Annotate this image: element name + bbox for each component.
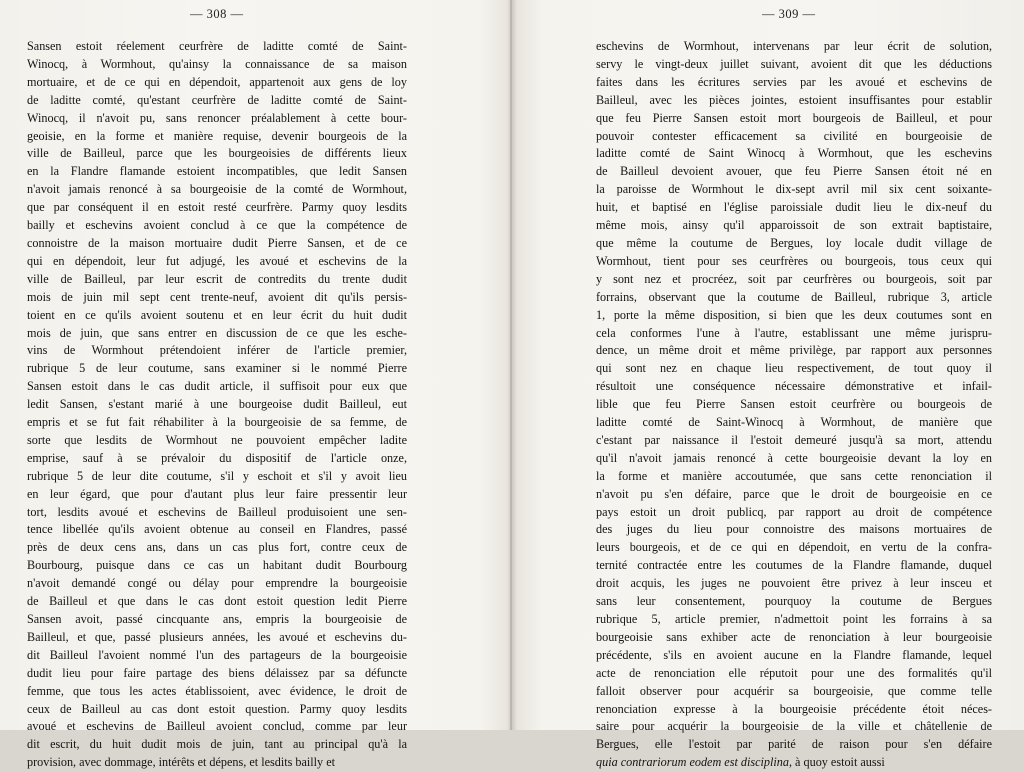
text-line: que feu Pierre Sansen estoit mort bourgeois de Bailleul, et pour bbox=[596, 110, 992, 125]
text-line: lible que feu Pierre Sansen estoit ceurfrère ou bourgeois de bbox=[596, 397, 992, 412]
text-line: même mois, ainsy qu'il apparoissoit de son extrait baptistaire, bbox=[596, 218, 992, 233]
text-line: ternité contractée entre les coutumes de la Flandre flamande, duquel bbox=[596, 558, 992, 573]
text-line: Bailleul, avec les pièces jointes, estoient insuffisantes pour establir bbox=[596, 92, 992, 107]
text-line: que par conséquent il en estoit resté ceurfrère. Parmy quoy lesdits bbox=[27, 200, 407, 215]
text-line: eschevins de Wormhout, intervenans par leur écrit de solution, bbox=[596, 39, 992, 53]
text-line: 1, porte la même disposition, si bien que les deux coutumes sont en bbox=[596, 307, 992, 322]
text-line: ceux de Bailleul au cas dont estoit question. Parmy quoy lesdits bbox=[27, 701, 407, 716]
text-line: en leur égard, que pour d'autant plus leur faire pressentir leur bbox=[27, 486, 407, 501]
text-line: près de deux cens ans, dans un cas plus fort, contre ceux de bbox=[27, 540, 407, 555]
text-line: faites dans les écritures servies par les avoué et eschevins de bbox=[596, 74, 992, 89]
text-line: tort, lesdits avoué et eschevins de Bailleul produisoient une sen- bbox=[27, 504, 407, 519]
text-line: bailly et eschevins avoient conclud à ce que la compétence de bbox=[27, 218, 407, 233]
text-line: leurs bourgeois, et de ce qui en dépendoit, en vertu de la confra- bbox=[596, 540, 992, 555]
text-line: provision, avec dommage, intérêts et dépens, et lesdits bailly et bbox=[27, 755, 335, 770]
text-line: bourgeoisie sans exhiber acte de renonciation à leur bourgeoisie bbox=[596, 629, 992, 644]
text-line: femme, que tous les actes établissoient, avec évidence, le droit de bbox=[27, 683, 407, 698]
text-line: huit, et baptisé en l'église paroissiale dudit lieu le dix-neuf du bbox=[596, 200, 992, 215]
text-line: dit escrit, du huit dudit mois de juin, tant au principal qu'à la bbox=[27, 737, 407, 752]
text-line: sans leur consentement, pourquoy la coutume de Bergues bbox=[596, 594, 992, 609]
text-line: toient en ce qu'ils avoient soutenu et en leur écrit du huit dudit bbox=[27, 307, 407, 322]
text-line: dence, un même droit et même privilège, par rapport aux personnes bbox=[596, 343, 992, 358]
text-line: acte de renonciation elle réputoit pour une des formalités qu'il bbox=[596, 665, 992, 680]
page-number-right: — 309 — bbox=[762, 7, 816, 21]
text-line: cela conformes l'une à l'autre, establissant une même jurispru- bbox=[596, 325, 992, 340]
text-line: Sansen estoit dans le cas dudit article, il suffisoit pour eux que bbox=[27, 379, 407, 394]
text-line: Sansen estoit réelement ceurfrère de laditte comté de Saint- bbox=[27, 39, 407, 53]
text-line: saire pour acquérir la bourgeoisie de la ville et châtellenie de bbox=[596, 719, 992, 734]
text-line: mois de juin, que sans entrer en discussion de ce que les esche- bbox=[27, 325, 407, 340]
text-line: dudit lieu pour faire partage des biens délaissez par sa défuncte bbox=[27, 665, 407, 680]
text-line: vins de Wormhout prétendoient inférer de l'article premier, bbox=[27, 343, 407, 358]
text-line: Bourbourg, puisque dans ce cas un habitant dudit Bourbourg bbox=[27, 558, 407, 573]
text-line: ville de Bailleul, par leur escrit de contredits du trente dudit bbox=[27, 271, 407, 286]
text-line: pays estoit un droit publicq, par rapport au droit de compétence bbox=[596, 504, 992, 519]
text-line: qu'il n'avoit jamais renoncé à cette bourgeoisie devant la loy en bbox=[596, 450, 992, 465]
text-line: quia contrariorum eodem est disciplina, à quoy estoit aussi bbox=[596, 755, 885, 770]
text-line: Sansen avoit, passé cincquante ans, empris la bourgeoisie de bbox=[27, 612, 407, 626]
text-line: rubrique 5 de leur dite coutume, s'il y eschoit et s'il y avoit lieu bbox=[27, 468, 407, 483]
text-line: qui sont nez en chaque lieu respectivement, de tout quoy il bbox=[596, 361, 992, 376]
text-line: Bailleul, et que, passé plusieurs années, les avoué et eschevins du- bbox=[27, 629, 407, 644]
text-line: dit Bailleul l'avoient nommé l'un des partageurs de la bourgeoisie bbox=[27, 647, 407, 662]
text-line: laditte comté de Saint-Winocq à Wormhout, de manière que bbox=[596, 415, 992, 430]
text-line: résultoit une conséquence nécessaire démonstrative et infail- bbox=[596, 379, 992, 394]
text-line: c'estant par naissance il l'estoit demeuré jusqu'à sa mort, attendu bbox=[596, 432, 992, 447]
text-line: n'avoit pu s'en défaire, parce que le droit de bourgeoisie en ce bbox=[596, 486, 992, 501]
text-line: laditte comté de Saint Winocq à Wormhout, que les eschevins bbox=[596, 146, 992, 161]
text-line: emprise, sauf à se prévaloir du dispositif de l'article onze, bbox=[27, 450, 407, 465]
text-line: de laditte comté, qu'estant ceurfrère de laditte comté de Saint- bbox=[27, 92, 407, 107]
left-page bbox=[0, 0, 510, 770]
left-page-text bbox=[27, 38, 407, 772]
right-page-text bbox=[596, 38, 992, 772]
text-line: la paroisse de Wormhout le dix-sept avril mil six cent soixante- bbox=[596, 182, 992, 197]
text-line: droit acquis, les juges ne pouvoient être privez à leur insceu et bbox=[596, 576, 992, 591]
text-line: Bergues, elle l'estoit par parité de raison pour s'en défaire bbox=[596, 737, 992, 752]
text-line: empris et se fut fait réhabiliter à la bourgeoisie de sa femme, de bbox=[27, 415, 407, 430]
text-line: des juges du lieu pour connoistre des maisons mortuaires de bbox=[596, 522, 992, 537]
text-line: falloit observer pour acquérir sa bourgeoisie, que comme telle bbox=[596, 683, 992, 698]
text-line: pouvoir contester efficacement sa civilité en bourgeoisie de bbox=[596, 128, 992, 143]
text-line: avoué et eschevins de Bailleul avoient conclud, comme par leur bbox=[27, 719, 407, 734]
text-line: de Bailleul devoient avouer, que feu Pierre Sansen étoit né en bbox=[596, 164, 992, 179]
text-line: en la Flandre flamande estoient incompatibles, que ledit Sansen bbox=[27, 164, 407, 179]
text-line: connoistre de la maison mortuaire dudit Pierre Sansen, et de ce bbox=[27, 235, 407, 250]
text-line: rubrique 5, article premier, n'admettoit point les forrains à sa bbox=[596, 612, 992, 626]
page-number-left: — 308 — bbox=[190, 7, 244, 21]
text-line: qui en dépendoit, leur fut adjugé, les avoué et eschevins de la bbox=[27, 253, 407, 268]
text-line: y sont nez et procréez, soit par ceurfrères ou bourgeois, soit par bbox=[596, 271, 992, 286]
text-line: mois de juin mil sept cent trente-neuf, avoient dit qu'ils persis- bbox=[27, 289, 407, 304]
text-line: de Bailleul et que dans le cas dont estoit question ledit Pierre bbox=[27, 594, 407, 609]
text-line: n'avoit jamais renoncé à sa bourgeoisie de la comté de Wormhout, bbox=[27, 182, 407, 197]
text-line: mortuaire, et de ce qui en dépendoit, appartenoit aux gens de loy bbox=[27, 74, 407, 89]
right-page bbox=[512, 0, 1024, 770]
text-line: ville de Bailleul, parce que les bourgeoisies de différents lieux bbox=[27, 146, 407, 161]
text-line: renonciation expresse à la bourgeoisie précédente étoit néces- bbox=[596, 701, 992, 716]
text-line: Winocq, à Wormhout, qu'ainsy la connaissance de sa maison bbox=[27, 56, 407, 71]
text-line: Wormhout, tient pour ses ceurfrères ou bourgeois, tous ceux qui bbox=[596, 253, 992, 268]
text-line: forrains, observant que la coutume de Bailleul, rubrique 3, article bbox=[596, 289, 992, 304]
text-line: que même la coutume de Bergues, loy locale dudit village de bbox=[596, 235, 992, 250]
text-line: sorte que lesdits de Wormhout ne pouvoient empêcher ladite bbox=[27, 432, 407, 447]
text-line: rubrique 5 de leur coutume, sans examiner si le nommé Pierre bbox=[27, 361, 407, 376]
text-line: la forme et manière accoutumée, que sans cette renonciation il bbox=[596, 468, 992, 483]
text-line: servy le vingt-deux juillet suivant, avoient dit que les déductions bbox=[596, 56, 992, 71]
text-line: tence libellée qu'ils avoient obtenue au conseil en Flandres, passé bbox=[27, 522, 407, 537]
text-line: n'avoit demandé congé ou délay pour emprendre la bourgeoisie bbox=[27, 576, 407, 591]
text-line: geoisie, en la forme et manière requise, devenir bourgeois de la bbox=[27, 128, 407, 143]
latin-phrase: quia contrariorum eodem est disciplina bbox=[596, 755, 789, 770]
text-line: Winocq, il n'avoit pu, sans renoncer préalablement à cette bour- bbox=[27, 110, 407, 125]
text-line: précédente, s'ils en avoient aucune en la Flandre flamande, lequel bbox=[596, 647, 992, 662]
text-line: ledit Sansen, s'estant marié à une bourgeoise dudit Bailleul, eut bbox=[27, 397, 407, 412]
